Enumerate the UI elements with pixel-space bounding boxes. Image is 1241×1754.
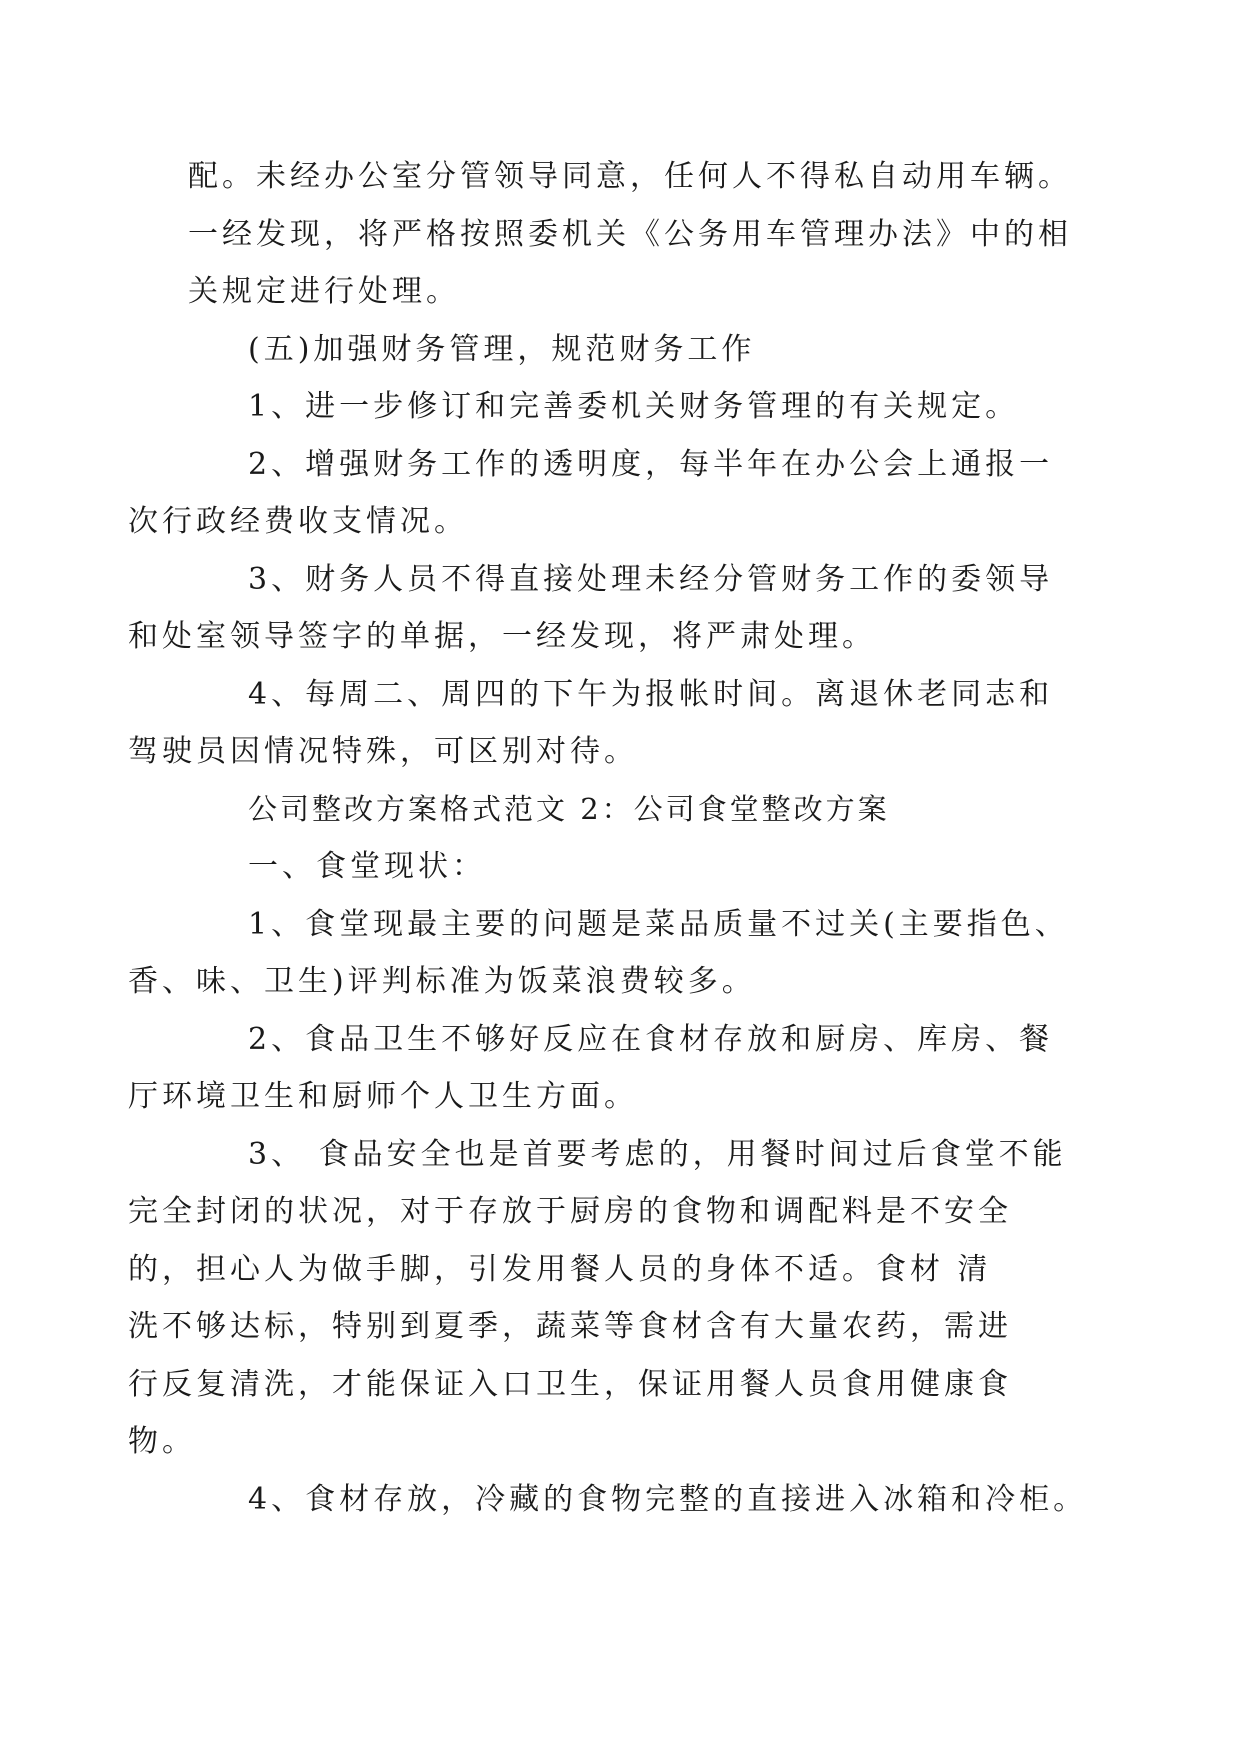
text-line: 的，担心人为做手脚，引发用餐人员的身体不适。食材 清 xyxy=(128,1251,992,1287)
text-line: 2、食品卫生不够好反应在食材存放和厨房、库房、餐 xyxy=(248,1021,1054,1057)
paragraph-vehicle-rule xyxy=(188,148,1072,321)
list-item-canteen-3 xyxy=(128,1126,1067,1471)
text-line: 和处室领导签字的单据，一经发现，将严肃处理。 xyxy=(128,619,876,654)
text-line: 一经发现，将严格按照委机关《公务用车管理办法》中的相 xyxy=(188,216,1072,252)
text-line: 关规定进行处理。 xyxy=(188,274,460,309)
section-heading-finance xyxy=(188,321,1048,379)
text-line: 一、食堂现状： xyxy=(248,849,486,884)
list-item-canteen-2 xyxy=(128,1011,1054,1126)
text-line: 完全封闭的状况，对于存放于厨房的食物和调配料是不安全 xyxy=(128,1194,1012,1229)
text-line: 2、增强财务工作的透明度，每半年在办公会上通报一 xyxy=(248,446,1054,482)
document-subtitle xyxy=(188,781,1048,839)
text-line: 香、味、卫生)评判标准为饭菜浪费较多。 xyxy=(128,964,756,999)
text-line: 行反复清洗，才能保证入口卫生，保证用餐人员食用健康食 xyxy=(128,1366,1012,1402)
section-heading-canteen-status xyxy=(188,838,1048,896)
text-line: 3、财务人员不得直接处理未经分管财务工作的委领导 xyxy=(248,561,1054,597)
text-line: 洗不够达标，特别到夏季，蔬菜等食材含有大量农药，需进 xyxy=(128,1309,1012,1344)
list-item-finance-3 xyxy=(128,551,1054,666)
list-item-canteen-1 xyxy=(128,896,1069,1011)
text-line: 配。未经办公室分管领导同意，任何人不得私自动用车辆。 xyxy=(188,159,1072,194)
text-line: 驾驶员因情况特殊，可区别对待。 xyxy=(128,734,638,769)
text-line: 1、进一步修订和完善委机关财务管理的有关规定。 xyxy=(248,389,1020,424)
text-line: 3、 食品安全也是首要考虑的，用餐时间过后食堂不能 xyxy=(248,1136,1067,1172)
list-item-finance-2 xyxy=(128,436,1054,551)
text-line: (五)加强财务管理，规范财务工作 xyxy=(248,331,756,367)
list-item-canteen-4 xyxy=(188,1471,1088,1529)
text-line: 物。 xyxy=(128,1424,196,1459)
text-line: 1、食堂现最主要的问题是菜品质量不过关(主要指色、 xyxy=(248,906,1069,942)
document-body xyxy=(128,148,1088,1528)
list-item-finance-4 xyxy=(128,666,1054,781)
text-line: 4、食材存放，冷藏的食物完整的直接进入冰箱和冷柜。 xyxy=(248,1481,1088,1517)
text-line: 4、每周二、周四的下午为报帐时间。离退休老同志和 xyxy=(248,676,1054,712)
text-line: 公司整改方案格式范文 2：公司食堂整改方案 xyxy=(248,791,890,826)
text-line: 次行政经费收支情况。 xyxy=(128,504,468,539)
list-item-finance-1 xyxy=(188,378,1048,436)
text-line: 厅环境卫生和厨师个人卫生方面。 xyxy=(128,1079,638,1114)
